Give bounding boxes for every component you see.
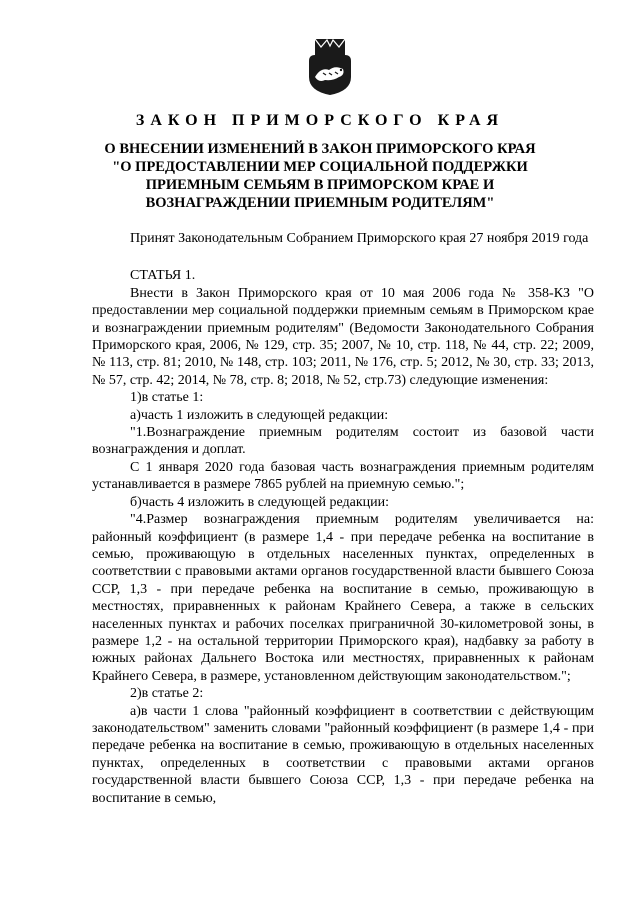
law-title: ЗАКОН ПРИМОРСКОГО КРАЯ	[135, 112, 505, 129]
paragraph: а)часть 1 изложить в следующей редакции:	[130, 407, 389, 423]
paragraph: 2)в статье 2:	[130, 686, 204, 702]
subtitle-line: "О ПРЕДОСТАВЛЕНИИ МЕР СОЦИАЛЬНОЙ ПОДДЕРЖКИ	[112, 159, 528, 175]
document-body	[92, 230, 594, 807]
paragraph: а)в части 1 слова "районный коэффициент в соответствии с действующим законодательством" заменить словами "районный коэффициент (в размере 1,4 - при передаче ребенка на воспитание в семью, проживающую в отдельных населенных пунктах, определенных в соответствии с правовыми актами органов государственной власти бывшего Союза ССР, 1,3 - при передаче ребенка на воспитание в семью,	[92, 703, 594, 806]
subtitle-line: ПРИЕМНЫМ СЕМЬЯМ В ПРИМОРСКОМ КРАЕ И	[145, 177, 495, 193]
coat-of-arms-icon	[305, 37, 355, 97]
law-subtitle	[60, 140, 580, 212]
subtitle-line: О ВНЕСЕНИИ ИЗМЕНЕНИЙ В ЗАКОН ПРИМОРСКОГО КРАЯ	[104, 141, 536, 157]
paragraph: б)часть 4 изложить в следующей редакции:	[130, 494, 390, 510]
adoption-note: Принят Законодательным Собранием Приморского края 27 ноября 2019 года	[130, 231, 589, 246]
paragraph: Внести в Закон Приморского края от 10 мая 2006 года № 358-КЗ "О предоставлении мер социальной поддержки приемным семьям в Приморском крае и вознаграждении приемным родителям" (Ведомости Законодательного Собрания Приморского края, 2006, № 129, стр. 35; 2007, № 10, стр. 118, № 44, стр. 22; 2009, № 113, стр. 81; 2010, № 148, стр. 103; 2011, № 176, стр. 5; 2012, № 30, стр. 33; 2013, № 57, стр. 42; 2014, № 78, стр. 8; 2018, № 52, стр.73) следующие изменения:	[92, 285, 594, 388]
paragraph: "4.Размер вознаграждения приемным родителям увеличивается на: районный коэффициент (в размере 1,4 - при передаче ребенка на воспитание в семью, проживающую в отдельных населенных пунктах, определенных в соответствии с правовыми актами органов государственной власти бывшего Союза ССР, 1,3 - при передаче ребенка на воспитание в семью, проживающую в местностях, приравненных к районам Крайнего Севера, а также в сельских населенных пунктах и рабочих поселках приграничной 30-километровой зоны, в размере 1,2 - на остальной территории Приморского края), надбавку за работу в южных районах Дальнего Востока или местностях, приравненных к районам Крайнего Севера, в размере, установленном действующим законодательством.";	[92, 512, 594, 684]
paragraph: "1.Вознаграждение приемным родителям состоит из базовой части вознаграждения и доплат.	[92, 425, 594, 458]
paragraph: 1)в статье 1:	[130, 390, 204, 406]
article-heading: СТАТЬЯ 1.	[130, 268, 196, 284]
paragraph: С 1 января 2020 года базовая часть вознаграждения приемным родителям устанавливается в размере 7865 рублей на приемную семью.";	[92, 459, 594, 493]
subtitle-line: ВОЗНАГРАЖДЕНИИ ПРИЕМНЫМ РОДИТЕЛЯМ"	[145, 195, 495, 211]
